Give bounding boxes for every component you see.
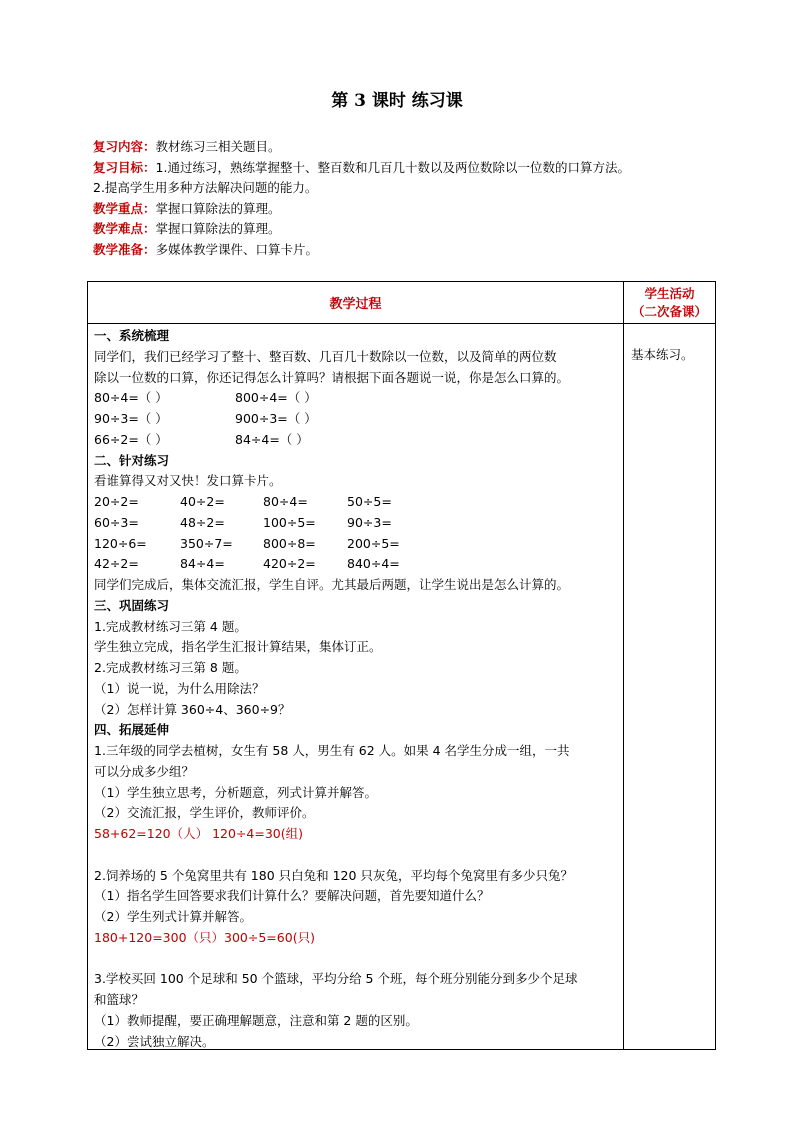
review-goals-line bbox=[93, 158, 733, 179]
header-teaching-process: 教学过程 bbox=[329, 297, 382, 312]
review-problem: 66÷2=（ ） bbox=[94, 431, 168, 447]
drill-problem: 50÷5= bbox=[347, 494, 392, 509]
review-goals-text: 1.通过练习，熟练掌握整十、整百数和几百几十数以及两位数除以一位数的口算方法。 bbox=[155, 159, 630, 175]
question-1-step: （1）学生独立思考，分析题意，列式计算并解答。 bbox=[94, 784, 377, 800]
drill-problem: 42÷2= bbox=[94, 556, 139, 572]
drill-problem: 120÷6= bbox=[94, 535, 147, 551]
drill-problem: 80÷4= bbox=[263, 494, 308, 509]
drill-problem: 420÷2= bbox=[263, 556, 316, 572]
drill-problem: 48÷2= bbox=[180, 514, 225, 530]
question-1-text: 1.三年级的同学去植树，女生有 58 人，男生有 62 人。如果 4 名学生分成一组，一共 bbox=[94, 743, 570, 758]
section-1-paragraph: 同学们，我们已经学习了整十、整百数、几百几十数除以一位数，以及简单的两位数 bbox=[94, 348, 557, 364]
section-3-line: 学生独立完成，指名学生汇报计算结果，集体订正。 bbox=[94, 639, 382, 655]
blank-line bbox=[94, 845, 618, 866]
header-divider bbox=[88, 323, 715, 324]
key-point-label: 教学重点： bbox=[93, 200, 156, 216]
section-4-title: 四、拓展延伸 bbox=[94, 722, 170, 738]
drill-problem: 90÷3= bbox=[347, 514, 392, 530]
lesson-meta bbox=[93, 137, 733, 261]
review-problem: 900÷3=（ ） bbox=[235, 411, 317, 426]
question-2-step: （2）学生列式计算并解答。 bbox=[94, 909, 252, 924]
section-3-line: 2.完成教材练习三第 8 题。 bbox=[94, 660, 247, 675]
section-1-title: 一、系统梳理 bbox=[94, 328, 170, 343]
header-activity-line-1: 学生活动 bbox=[644, 285, 695, 301]
column-divider bbox=[623, 282, 624, 1049]
question-3-text: 3.学校买回 100 个足球和 50 个篮球，平均分给 5 个班，每个班分别能分到多少个足球 bbox=[94, 971, 578, 987]
review-problem: 800÷4=（ ） bbox=[235, 390, 317, 406]
question-3-text: 和篮球？ bbox=[94, 992, 145, 1007]
header-activity-line-2: （二次备课） bbox=[631, 303, 707, 319]
difficulty-text: 掌握口算除法的算理。 bbox=[155, 221, 281, 237]
question-1-answer: 58+62=120（人） 120÷4=30(组) bbox=[94, 826, 304, 841]
review-goals-text-2: 2.提高学生用多种方法解决问题的能力。 bbox=[93, 180, 318, 196]
drill-problem: 840÷4= bbox=[347, 556, 400, 572]
section-3-line: （2）怎样计算 360÷4、360÷9？ bbox=[94, 701, 291, 717]
page-title: 第 3 课时 练习课 bbox=[331, 91, 463, 111]
review-row bbox=[94, 409, 618, 430]
review-problem: 90÷3=（ ） bbox=[94, 411, 168, 426]
section-2-paragraph: 同学们完成后，集体交流汇报，学生自评。尤其最后两题，让学生说出是怎么计算的。 bbox=[94, 577, 570, 592]
drill-row bbox=[94, 492, 618, 513]
drill-problem: 800÷8= bbox=[263, 535, 316, 551]
review-goals-line-2 bbox=[93, 178, 733, 199]
review-goals-label: 复习目标： bbox=[93, 159, 156, 175]
activity-note: 基本练习。 bbox=[631, 347, 694, 362]
difficulty-line bbox=[93, 219, 733, 240]
review-content-label: 复习内容： bbox=[93, 139, 156, 154]
drill-row bbox=[94, 513, 618, 534]
review-content-text: 教材练习三相关题目。 bbox=[155, 139, 281, 154]
drill-row bbox=[94, 534, 618, 555]
question-3-step: （2）尝试独立解决。 bbox=[94, 1033, 215, 1049]
drill-problem: 84÷4= bbox=[180, 556, 225, 572]
preparation-label: 教学准备： bbox=[93, 241, 156, 257]
key-point-line bbox=[93, 199, 733, 220]
section-1-paragraph: 除以一位数的口算，你还记得怎么计算吗？请根据下面各题说一说，你是怎么口算的。 bbox=[94, 369, 570, 385]
preparation-line bbox=[93, 240, 733, 261]
question-1-text: 可以分成多少组？ bbox=[94, 763, 195, 779]
drill-problem: 20÷2= bbox=[94, 494, 139, 509]
difficulty-label: 教学难点： bbox=[93, 221, 156, 237]
drill-problem: 100÷5= bbox=[263, 514, 316, 530]
drill-problem: 40÷2= bbox=[180, 494, 225, 509]
review-problem: 80÷4=（ ） bbox=[94, 390, 168, 406]
section-2-paragraph: 看谁算得又对又快！发口算卡片。 bbox=[94, 473, 282, 489]
preparation-text: 多媒体教学课件、口算卡片。 bbox=[155, 241, 319, 257]
blank-line bbox=[94, 949, 618, 970]
drill-problem: 60÷3= bbox=[94, 514, 139, 530]
section-2-title: 二、针对练习 bbox=[94, 452, 170, 468]
teaching-process-content bbox=[94, 326, 618, 1052]
section-3-line: （1）说一说，为什么用除法？ bbox=[94, 680, 265, 696]
review-row bbox=[94, 430, 618, 451]
review-row bbox=[94, 388, 618, 409]
question-2-answer: 180+120=300（只）300÷5=60(只) bbox=[94, 929, 315, 945]
header-student-activity bbox=[624, 282, 715, 323]
section-3-line: 1.完成教材练习三第 4 题。 bbox=[94, 618, 247, 634]
key-point-text: 掌握口算除法的算理。 bbox=[155, 200, 281, 216]
drill-row bbox=[94, 554, 618, 575]
review-content-line bbox=[93, 137, 733, 158]
section-3-title: 三、巩固练习 bbox=[94, 597, 170, 613]
question-1-step: （2）交流汇报，学生评价，教师评价。 bbox=[94, 805, 315, 821]
question-2-step: （1）指名学生回答要求我们计算什么？要解决问题，首先要知道什么？ bbox=[94, 888, 490, 904]
drill-problem: 200÷5= bbox=[347, 535, 400, 551]
review-problem: 84÷4=（ ） bbox=[235, 431, 309, 447]
lesson-table bbox=[87, 281, 716, 1050]
question-3-step: （1）教师提醒，要正确理解题意，注意和第 2 题的区别。 bbox=[94, 1012, 418, 1028]
drill-problem: 350÷7= bbox=[180, 535, 233, 551]
question-2-text: 2.饲养场的 5 个兔窝里共有 180 只白兔和 120 只灰兔，平均每个兔窝里有多少只兔？ bbox=[94, 867, 573, 883]
